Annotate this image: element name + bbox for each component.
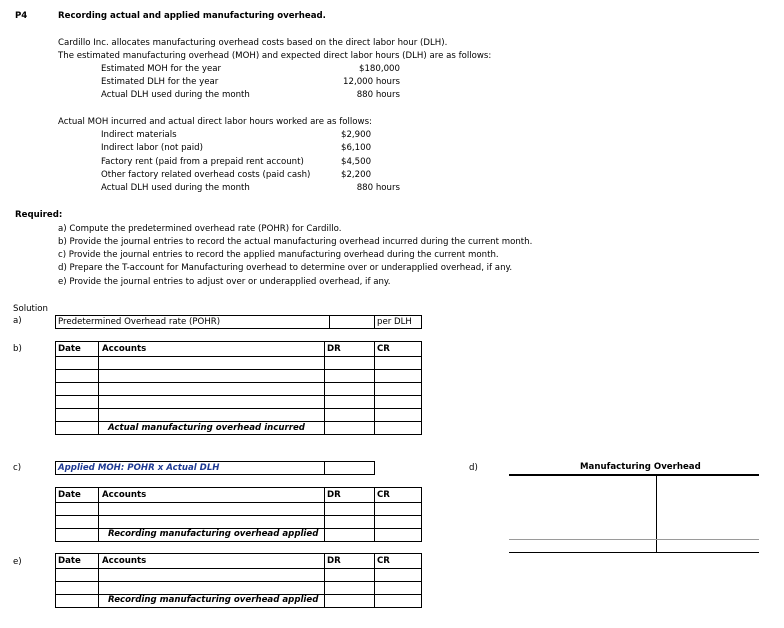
journal-e — [55, 553, 422, 608]
pohr-box — [55, 315, 422, 329]
required-heading: Required: — [15, 210, 63, 220]
col-dr: DR — [327, 556, 341, 566]
col-cr: CR — [377, 344, 390, 354]
required-item: a) Compute the predetermined overhead rate (POHR) for Cardillo. — [58, 224, 342, 234]
estimate-value: 880 hours — [356, 90, 400, 100]
part-a-label: a) — [13, 316, 22, 326]
col-accounts: Accounts — [102, 344, 147, 354]
col-dr: DR — [327, 344, 341, 354]
actual-label: Factory rent (paid from a prepaid rent account) — [101, 157, 304, 167]
actual-intro: Actual MOH incurred and actual direct labor hours worked are as follows: — [58, 117, 372, 127]
estimate-value: $180,000 — [358, 64, 400, 74]
actual-label: Indirect labor (not paid) — [101, 143, 203, 153]
col-accounts: Accounts — [102, 490, 147, 500]
required-item: c) Provide the journal entries to record the applied manufacturing overhead during the current month. — [58, 250, 499, 260]
estimate-label: Actual DLH used during the month — [101, 90, 250, 100]
memo-b: Actual manufacturing overhead incurred — [108, 423, 305, 433]
solution-heading: Solution — [13, 304, 49, 314]
col-cr: CR — [377, 490, 390, 500]
col-accounts: Accounts — [102, 556, 147, 566]
required-item: b) Provide the journal entries to record the actual manufacturing overhead incurred during the current month. — [58, 237, 533, 247]
estimate-label: Estimated MOH for the year — [101, 64, 222, 74]
actual-value: 880 hours — [356, 183, 400, 193]
pohr-label: Predetermined Overhead rate (POHR) — [58, 317, 221, 327]
actual-value: $2,900 — [341, 130, 372, 140]
actual-value: $6,100 — [341, 143, 372, 153]
pohr-unit: per DLH — [377, 317, 412, 327]
col-dr: DR — [327, 490, 341, 500]
memo-e: Recording manufacturing overhead applied — [108, 595, 319, 605]
journal-b — [55, 341, 422, 435]
actual-label: Actual DLH used during the month — [101, 183, 250, 193]
actual-value: $4,500 — [341, 157, 372, 167]
problem-title: Recording actual and applied manufacturing overhead. — [58, 11, 326, 21]
required-item: e) Provide the journal entries to adjust over or underapplied overhead, if any. — [58, 277, 391, 287]
applied-moh-formula: Applied MOH: POHR x Actual DLH — [58, 463, 220, 473]
applied-moh-box — [55, 461, 375, 475]
col-cr: CR — [377, 556, 390, 566]
problem-number: P4 — [15, 11, 28, 21]
estimate-value: 12,000 hours — [343, 77, 400, 87]
part-d-label: d) — [469, 463, 478, 473]
actual-label: Other factory related overhead costs (paid cash) — [101, 170, 311, 180]
required-item: d) Prepare the T-account for Manufacturing overhead to determine over or underapplied overhead, if any. — [58, 263, 513, 273]
part-b-label: b) — [13, 344, 22, 354]
memo-c: Recording manufacturing overhead applied — [108, 529, 319, 539]
actual-label: Indirect materials — [101, 130, 177, 140]
intro-line-2: The estimated manufacturing overhead (MOH) and expected direct labor hours (DLH) are as follows: — [58, 51, 492, 61]
col-date: Date — [58, 556, 81, 566]
t-account-title: Manufacturing Overhead — [580, 462, 701, 472]
estimate-label: Estimated DLH for the year — [101, 77, 219, 87]
col-date: Date — [58, 490, 81, 500]
intro-line-1: Cardillo Inc. allocates manufacturing overhead costs based on the direct labor hour (DLH). — [58, 38, 448, 48]
col-date: Date — [58, 344, 81, 354]
journal-c — [55, 487, 422, 542]
actual-value: $2,200 — [341, 170, 372, 180]
part-c-label: c) — [13, 463, 22, 473]
part-e-label: e) — [13, 557, 22, 567]
